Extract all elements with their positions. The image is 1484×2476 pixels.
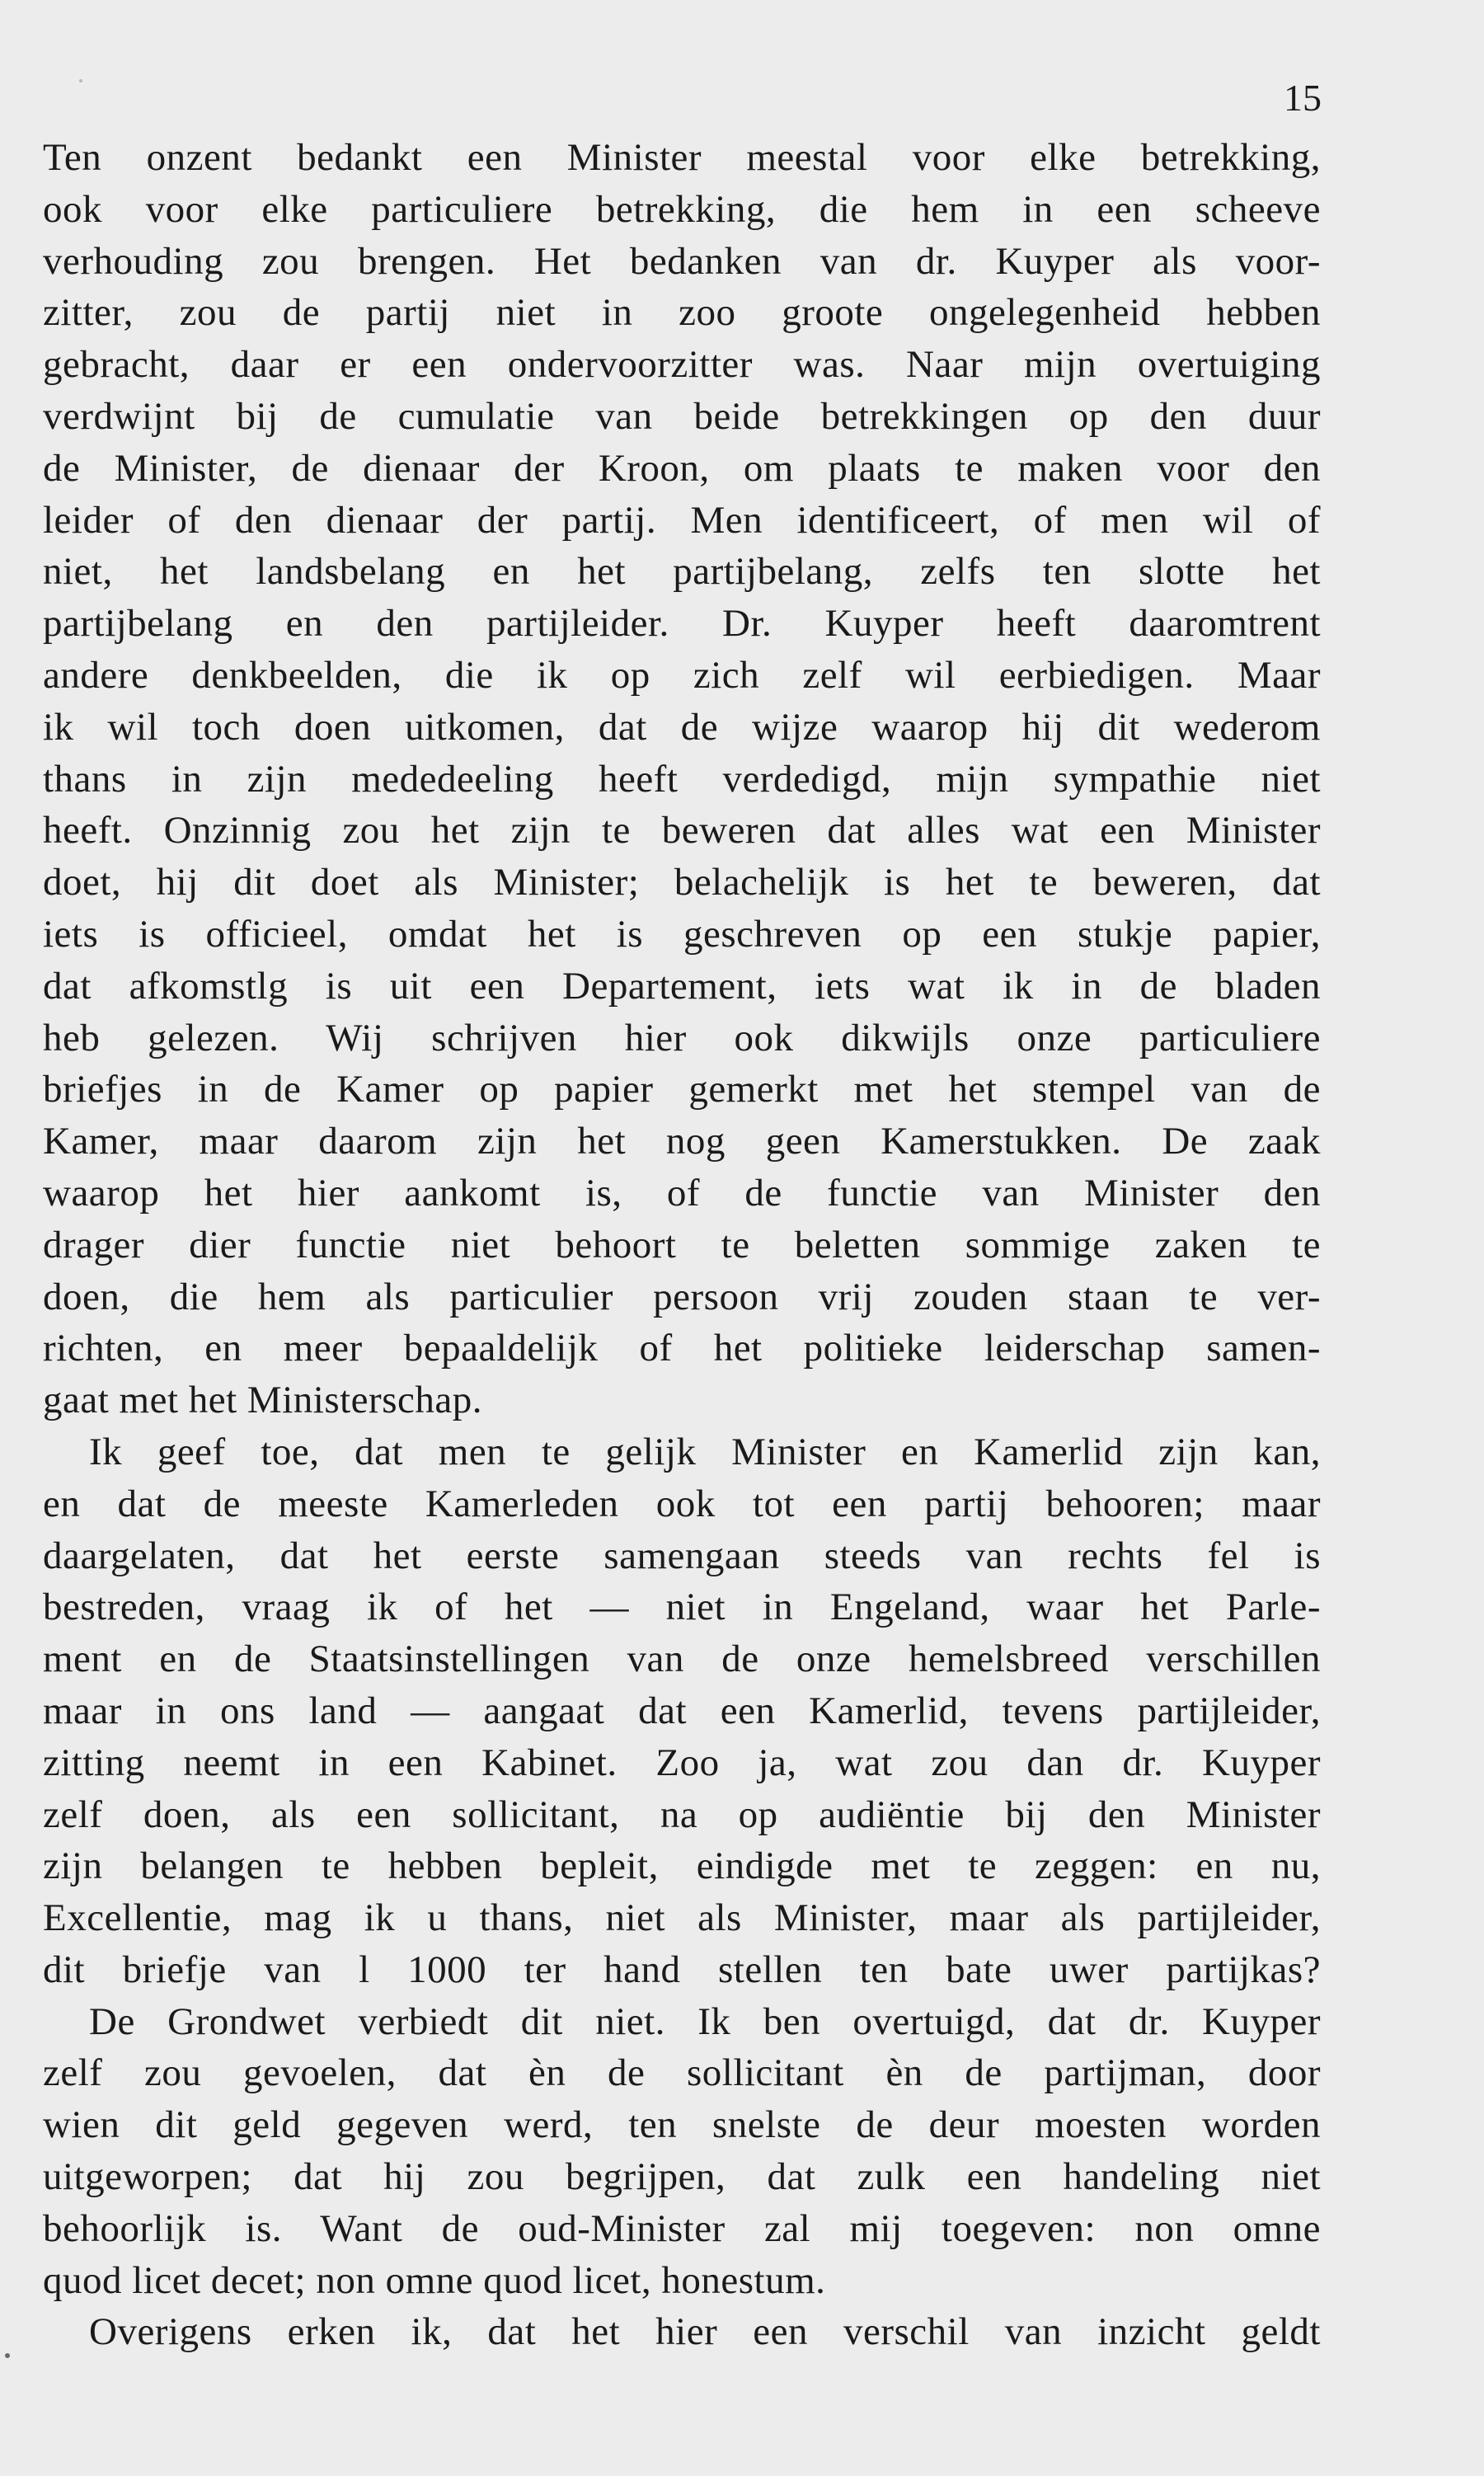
text-line: andere denkbeelden, die ik op zich zelf wil eerbiedigen. Maar bbox=[43, 653, 1321, 697]
page-number: 15 bbox=[1284, 77, 1322, 119]
text-line: Ten onzent bedankt een Minister meestal voor elke betrekking, bbox=[43, 136, 1321, 179]
text-line: Ik geef toe, dat men te gelijk Minister en Kamerlid zijn kan, bbox=[89, 1430, 1321, 1473]
text-line: partijbelang en den partijleider. Dr. Kuyper heeft daaromtrent bbox=[43, 602, 1321, 646]
text-line: zelf zou gevoelen, dat èn de sollicitant èn de partijman, door bbox=[43, 2051, 1321, 2095]
text-line: Excellentie, mag ik u thans, niet als Minister, maar als partijleider, bbox=[43, 1896, 1321, 1940]
text-line: Overigens erken ik, dat het hier een verschil van inzicht geldt bbox=[89, 2310, 1321, 2354]
text-line: uitgeworpen; dat hij zou begrijpen, dat zulk een handeling niet bbox=[43, 2155, 1321, 2199]
text-line: wien dit geld gegeven werd, ten snelste de deur moesten worden bbox=[43, 2103, 1321, 2147]
text-line: dit briefje van l 1000 ter hand stellen ten bate uwer partijkas? bbox=[43, 1947, 1321, 1991]
text-line: briefjes in de Kamer op papier gemerkt met het stempel van de bbox=[43, 1068, 1321, 1111]
text-line: richten, en meer bepaaldelijk of het politieke leiderschap samen- bbox=[43, 1327, 1321, 1370]
text-line: leider of den dienaar der partij. Men identificeert, of men wil of bbox=[43, 498, 1321, 542]
text-line: gebracht, daar er een ondervoorzitter was. Naar mijn overtuiging bbox=[43, 343, 1321, 387]
text-line: ik wil toch doen uitkomen, dat de wijze waarop hij dit wederom bbox=[43, 705, 1321, 749]
paper-speck bbox=[5, 2353, 10, 2358]
text-line: zitter, zou de partij niet in zoo groote ongelegenheid hebben bbox=[43, 291, 1321, 335]
text-line: heeft. Onzinnig zou het zijn te beweren dat alles wat een Minister bbox=[43, 809, 1321, 853]
text-line: doen, die hem als particulier persoon vrij zouden staan te ver- bbox=[43, 1275, 1321, 1318]
text-line: heb gelezen. Wij schrijven hier ook dikwijls onze particuliere bbox=[43, 1016, 1321, 1059]
text-line: doet, hij dit doet als Minister; belachelijk is het te beweren, dat bbox=[43, 861, 1321, 904]
text-line: verdwijnt bij de cumulatie van beide betrekkingen op den duur bbox=[43, 394, 1321, 438]
text-line: drager dier functie niet behoort te beletten sommige zaken te bbox=[43, 1223, 1321, 1266]
text-line: verhouding zou brengen. Het bedanken van dr. Kuyper als voor- bbox=[43, 239, 1321, 283]
text-line: zijn belangen te hebben bepleit, eindigde met te zeggen: en nu, bbox=[43, 1844, 1321, 1888]
text-line: dat afkomstlg is uit een Departement, iets wat ik in de bladen bbox=[43, 964, 1321, 1008]
text-line: De Grondwet verbiedt dit niet. Ik ben overtuigd, dat dr. Kuyper bbox=[89, 1999, 1321, 2043]
text-line: waarop het hier aankomt is, of de functie van Minister den bbox=[43, 1171, 1321, 1215]
text-line: behoorlijk is. Want de oud-Minister zal mij toegeven: non omne bbox=[43, 2206, 1321, 2250]
text-line: en dat de meeste Kamerleden ook tot een partij behooren; maar bbox=[43, 1482, 1321, 1525]
paper-speck bbox=[79, 79, 82, 82]
text-line: ook voor elke particuliere betrekking, die hem in een scheeve bbox=[43, 187, 1321, 231]
text-line: Kamer, maar daarom zijn het nog geen Kamerstukken. De zaak bbox=[43, 1120, 1321, 1163]
text-line: gaat met het Ministerschap. bbox=[43, 1379, 482, 1422]
text-line: de Minister, de dienaar der Kroon, om plaats te maken voor den bbox=[43, 446, 1321, 490]
text-line: thans in zijn mededeeling heeft verdedigd, mijn sympathie niet bbox=[43, 757, 1321, 801]
text-line: zitting neemt in een Kabinet. Zoo ja, wat zou dan dr. Kuyper bbox=[43, 1741, 1321, 1784]
text-line: ment en de Staatsinstellingen van de onze hemelsbreed verschillen bbox=[43, 1637, 1321, 1681]
text-line: quod licet decet; non omne quod licet, honestum. bbox=[43, 2258, 826, 2302]
text-line: bestreden, vraag ik of het — niet in Engeland, waar het Parle- bbox=[43, 1586, 1321, 1629]
text-line: niet, het landsbelang en het partijbelang, zelfs ten slotte het bbox=[43, 550, 1321, 594]
text-line: maar in ons land — aangaat dat een Kamerlid, tevens partijleider, bbox=[43, 1689, 1321, 1732]
text-line: daargelaten, dat het eerste samengaan steeds van rechts fel is bbox=[43, 1534, 1321, 1577]
body-text bbox=[43, 132, 1321, 2358]
text-line: iets is officieel, omdat het is geschreven op een stukje papier, bbox=[43, 912, 1321, 956]
text-line: zelf doen, als een sollicitant, na op audiëntie bij den Minister bbox=[43, 1792, 1321, 1836]
